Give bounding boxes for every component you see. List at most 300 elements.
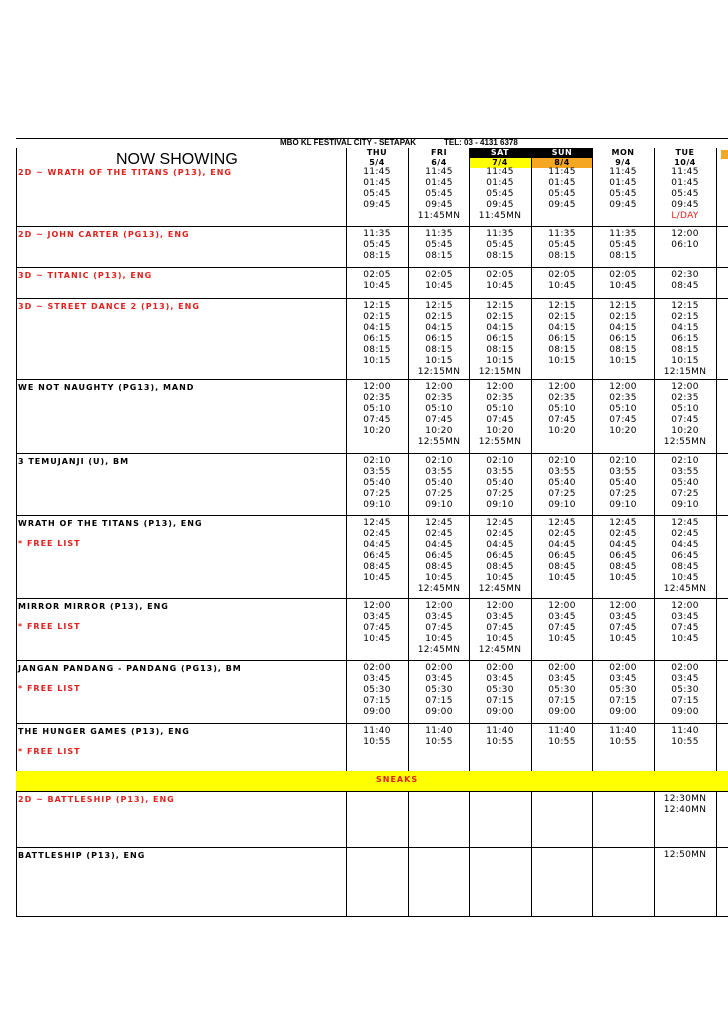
showtime: 03:45 [486, 612, 514, 622]
day-header-sun [531, 148, 593, 168]
showtime: 10:20 [609, 426, 637, 436]
showtime-cell [654, 794, 716, 816]
showtime: 10:20 [548, 426, 576, 436]
showtime: 10:45 [486, 281, 514, 291]
day-date: 6/4 [431, 158, 447, 167]
showtime: 04:45 [671, 540, 699, 550]
showtime: 11:35 [548, 229, 576, 239]
showtime: 08:15 [548, 345, 576, 355]
movie-title: WRATH OF THE TITANS (P13), ENG [18, 519, 203, 528]
showtime-cell [346, 229, 408, 262]
showtime: 12:45MN [478, 645, 522, 655]
sneaks-banner [16, 771, 728, 791]
showtime: 12:40MN [663, 805, 707, 815]
showtime: 05:45 [486, 240, 514, 250]
showtime-cell [531, 663, 593, 718]
showtime: 05:40 [363, 478, 391, 488]
showtime: 08:45 [548, 562, 576, 572]
showtime: 09:10 [548, 500, 576, 510]
showtime: 12:45MN [663, 584, 707, 594]
showtime: 12:00 [486, 382, 514, 392]
showtime: 10:55 [671, 737, 699, 747]
showtime: 09:45 [609, 200, 637, 210]
showtime: 03:45 [548, 674, 576, 684]
showtime-cell [346, 726, 408, 748]
showtime: 09:00 [363, 707, 391, 717]
showtime: 07:25 [671, 489, 699, 499]
showtime: 05:45 [671, 189, 699, 199]
showtime-cell [408, 663, 470, 718]
showtime: 05:30 [609, 685, 637, 695]
showtime: 12:15MN [478, 367, 522, 377]
showtime: 03:55 [548, 467, 576, 477]
showtime: 03:45 [363, 612, 391, 622]
showtime: 06:15 [363, 334, 391, 344]
showtime: 02:35 [425, 393, 453, 403]
showtime: 08:15 [425, 251, 453, 261]
showtime: 04:45 [548, 540, 576, 550]
showtime-cell [346, 601, 408, 645]
showtime: 11:45MN [417, 211, 461, 221]
showtime: 10:15 [548, 356, 576, 366]
showtime: 10:45 [671, 634, 699, 644]
row-divider [16, 598, 728, 599]
showtime-cell [654, 850, 716, 861]
movie-title: THE HUNGER GAMES (P13), ENG [18, 727, 190, 736]
day-header-sat [469, 148, 531, 168]
showtime: 05:30 [363, 685, 391, 695]
cinema-name: MBO KL FESTIVAL CITY - SETAPAK [280, 138, 417, 147]
showtime: 12:45 [486, 518, 514, 528]
showtime: 02:00 [363, 663, 391, 673]
showtime: 03:45 [671, 674, 699, 684]
showtime: 10:45 [609, 634, 637, 644]
showtime: 05:45 [363, 240, 391, 250]
showtime: 12:00 [671, 601, 699, 611]
showtime: 06:15 [671, 334, 699, 344]
showtime: 08:45 [671, 562, 699, 572]
showtime: 11:40 [486, 726, 514, 736]
showtime: 07:25 [609, 489, 637, 499]
showtime-cell [531, 726, 593, 748]
showtime: 11:45 [609, 167, 637, 177]
showtime: 05:45 [425, 240, 453, 250]
showtime: 12:00 [609, 382, 637, 392]
showtime: 05:45 [609, 189, 637, 199]
showtime: 02:10 [548, 456, 576, 466]
showtime: 02:45 [425, 529, 453, 539]
showtime: 05:45 [609, 240, 637, 250]
showtime-cell [592, 726, 654, 748]
showtime: 10:20 [363, 426, 391, 436]
day-header-tue [654, 148, 716, 168]
showtime-cell [346, 518, 408, 584]
showtime: 05:10 [609, 404, 637, 414]
day-header-thu [346, 148, 408, 168]
showtime: 07:45 [671, 415, 699, 425]
showtime: 05:10 [425, 404, 453, 414]
day-date: 8/4 [531, 158, 593, 168]
showtime: 12:00 [609, 601, 637, 611]
showtime-cell [408, 382, 470, 448]
showtime: 02:35 [609, 393, 637, 403]
showtime-cell [592, 229, 654, 262]
showtime-cell [408, 270, 470, 292]
sneak-title: 2D ~ BATTLESHIP (P13), ENG [18, 795, 175, 804]
showtime: 12:45MN [417, 584, 461, 594]
showtime: 06:15 [425, 334, 453, 344]
showtime: 02:10 [363, 456, 391, 466]
showtime: 11:40 [671, 726, 699, 736]
day-name: THU [366, 148, 388, 157]
row-divider [16, 723, 728, 724]
showtime: 02:15 [486, 312, 514, 322]
showtime: 08:45 [363, 562, 391, 572]
showtime: 01:45 [486, 178, 514, 188]
showtime: 02:45 [609, 529, 637, 539]
showtime: 11:40 [548, 726, 576, 736]
showtime: 10:45 [486, 634, 514, 644]
showtime: 12:45 [548, 518, 576, 528]
showtime-cell [592, 167, 654, 211]
showtime-cell [531, 518, 593, 584]
showtime: 12:45MN [417, 645, 461, 655]
showtime-cell [592, 601, 654, 645]
day-name: FRI [430, 148, 448, 157]
showtime: 06:45 [425, 551, 453, 561]
showtime-cell [408, 301, 470, 378]
showtime: 02:00 [486, 663, 514, 673]
showtime: 07:45 [425, 623, 453, 633]
showtime: 06:15 [548, 334, 576, 344]
showtime: 06:15 [486, 334, 514, 344]
showtime: 12:15 [486, 301, 514, 311]
showtime: 12:00 [486, 601, 514, 611]
showtime: 02:15 [671, 312, 699, 322]
showtime: 12:15 [671, 301, 699, 311]
showtime: 11:40 [425, 726, 453, 736]
showtime: 02:15 [363, 312, 391, 322]
showtime: 10:45 [609, 573, 637, 583]
showtime: 10:45 [363, 281, 391, 291]
showtime: 08:15 [363, 251, 391, 261]
showtime: 11:45 [548, 167, 576, 177]
showtime: 08:15 [609, 251, 637, 261]
showtime: 10:45 [609, 281, 637, 291]
showtime: 05:30 [425, 685, 453, 695]
showtime: 11:40 [609, 726, 637, 736]
showtime: 12:55MN [417, 437, 461, 447]
showtime: 12:45MN [478, 584, 522, 594]
showtime: 12:00 [425, 601, 453, 611]
showtime: 10:45 [425, 281, 453, 291]
showtime: 03:55 [609, 467, 637, 477]
showtime: 07:45 [548, 415, 576, 425]
showtime: 05:45 [486, 189, 514, 199]
day-name: TUE [675, 148, 695, 157]
showtime: 08:15 [548, 251, 576, 261]
showtime: 02:30 [671, 270, 699, 280]
showtime: 09:10 [671, 500, 699, 510]
movie-title: MIRROR MIRROR (P13), ENG [18, 602, 169, 611]
showtime: 07:25 [425, 489, 453, 499]
showtime-cell [346, 167, 408, 211]
showtime-cell [654, 518, 716, 595]
showtime: 08:15 [486, 251, 514, 261]
column-divider [16, 148, 17, 917]
showtime: 02:35 [486, 393, 514, 403]
showtime: 01:45 [609, 178, 637, 188]
showtime: 02:15 [609, 312, 637, 322]
movie-title: 2D ~ WRATH OF THE TITANS (P13), ENG [18, 168, 232, 177]
cinema-phone: TEL: 03 - 4131 6378 [444, 138, 518, 147]
showtime-cell [654, 229, 716, 251]
showtime: 12:45 [363, 518, 391, 528]
showtime: 03:55 [486, 467, 514, 477]
showtime: 05:40 [671, 478, 699, 488]
showtime: 12:15 [363, 301, 391, 311]
showtime: 03:45 [548, 612, 576, 622]
day-date: 5/4 [369, 158, 385, 167]
showtime-cell [346, 456, 408, 511]
showtime: 06:45 [548, 551, 576, 561]
movie-title: 2D ~ JOHN CARTER (PG13), ENG [18, 230, 190, 239]
showtime: 05:30 [671, 685, 699, 695]
day-date: 10/4 [674, 158, 696, 167]
showtime: 07:45 [671, 623, 699, 633]
showtime: 03:45 [609, 674, 637, 684]
showtime: 03:45 [363, 674, 391, 684]
showtime: 02:15 [548, 312, 576, 322]
row-divider [16, 226, 728, 227]
next-day-header-edge [721, 150, 728, 159]
showtime-cell [654, 270, 716, 292]
showtime: 07:45 [609, 415, 637, 425]
free-list-note: * FREE LIST [18, 747, 81, 756]
showtime: 10:15 [671, 356, 699, 366]
showtime: 10:45 [548, 281, 576, 291]
showtime: 02:35 [671, 393, 699, 403]
free-list-note: * FREE LIST [18, 539, 81, 548]
showtime-cell [531, 601, 593, 645]
showtime: 06:45 [363, 551, 391, 561]
showtime: 12:50MN [663, 850, 707, 860]
showtime: 10:55 [363, 737, 391, 747]
showtime: 04:15 [486, 323, 514, 333]
showtime: 10:55 [609, 737, 637, 747]
showtime: L/DAY [671, 211, 699, 221]
showtime: 05:10 [363, 404, 391, 414]
showtime-cell [346, 382, 408, 437]
showtime: 04:15 [363, 323, 391, 333]
showtime: 08:15 [671, 345, 699, 355]
showtime: 12:00 [548, 382, 576, 392]
showtime: 12:15MN [417, 367, 461, 377]
showtime: 12:15 [548, 301, 576, 311]
showtime: 10:55 [486, 737, 514, 747]
showtime: 04:45 [486, 540, 514, 550]
row-divider [16, 916, 728, 917]
showtime-cell [408, 167, 470, 222]
row-divider [16, 847, 728, 848]
showtime: 07:45 [486, 623, 514, 633]
showtime: 02:45 [486, 529, 514, 539]
showtime: 08:15 [363, 345, 391, 355]
showtime: 05:45 [425, 189, 453, 199]
showtime: 12:45 [609, 518, 637, 528]
showtime-cell [469, 229, 531, 262]
day-header-fri [408, 148, 470, 168]
sneaks-label: SNEAKS [376, 775, 419, 784]
showtime: 11:35 [486, 229, 514, 239]
showtime: 07:45 [486, 415, 514, 425]
showtime-cell [654, 301, 716, 378]
showtime: 07:15 [425, 696, 453, 706]
showtime: 11:45MN [478, 211, 522, 221]
showtime: 05:40 [548, 478, 576, 488]
free-list-note: * FREE LIST [18, 684, 81, 693]
showtime: 12:00 [671, 229, 699, 239]
showtime: 12:00 [363, 382, 391, 392]
showtime: 10:55 [425, 737, 453, 747]
showtime: 11:35 [425, 229, 453, 239]
showtime: 03:45 [671, 612, 699, 622]
showtime: 08:45 [425, 562, 453, 572]
movie-title: 3D ~ STREET DANCE 2 (P13), ENG [18, 302, 200, 311]
showtime: 02:00 [609, 663, 637, 673]
showtime-cell [408, 601, 470, 656]
showtime: 10:45 [548, 573, 576, 583]
showtime: 07:45 [363, 623, 391, 633]
showtime-cell [531, 167, 593, 211]
showtime: 12:15 [425, 301, 453, 311]
showtime: 05:10 [548, 404, 576, 414]
showtime-cell [469, 167, 531, 222]
showtime: 12:00 [671, 382, 699, 392]
showtime: 10:45 [363, 573, 391, 583]
showtime: 11:45 [363, 167, 391, 177]
showtime: 04:45 [609, 540, 637, 550]
showtime: 02:05 [363, 270, 391, 280]
showtime: 09:45 [548, 200, 576, 210]
showtime: 03:45 [486, 674, 514, 684]
showtime: 10:15 [486, 356, 514, 366]
showtime-cell [408, 726, 470, 748]
showtime-cell [469, 270, 531, 292]
showtime: 03:45 [425, 612, 453, 622]
showtime: 09:10 [425, 500, 453, 510]
showtime-cell [654, 663, 716, 718]
showtime: 05:10 [486, 404, 514, 414]
showtime-cell [469, 456, 531, 511]
showtime: 05:40 [609, 478, 637, 488]
showtime: 02:05 [486, 270, 514, 280]
showtime-cell [408, 518, 470, 595]
showtime-cell [469, 726, 531, 748]
showtime: 10:20 [425, 426, 453, 436]
showtime-cell [592, 518, 654, 584]
showtime: 10:55 [548, 737, 576, 747]
showtime: 10:45 [486, 573, 514, 583]
free-list-note: * FREE LIST [18, 622, 81, 631]
showtime: 01:45 [363, 178, 391, 188]
showtime: 03:55 [425, 467, 453, 477]
showtime: 10:20 [671, 426, 699, 436]
showtime: 05:10 [671, 404, 699, 414]
showtime-cell [408, 229, 470, 262]
showtime: 02:10 [425, 456, 453, 466]
column-divider [716, 148, 717, 917]
showtime: 05:45 [548, 240, 576, 250]
showtime: 05:30 [486, 685, 514, 695]
showtime-cell [469, 663, 531, 718]
showtime: 02:35 [548, 393, 576, 403]
showtime: 10:20 [486, 426, 514, 436]
showtime: 09:00 [671, 707, 699, 717]
showtime-cell [654, 456, 716, 511]
day-name: SUN [551, 148, 573, 157]
showtime: 09:45 [486, 200, 514, 210]
showtime: 09:00 [548, 707, 576, 717]
movie-title: 3 TEMUJANJI (U), BM [18, 457, 130, 466]
showtime: 05:45 [548, 189, 576, 199]
showtime: 12:00 [425, 382, 453, 392]
row-divider [16, 267, 728, 268]
showtime: 08:15 [486, 345, 514, 355]
showtime: 03:55 [671, 467, 699, 477]
showtime: 07:45 [548, 623, 576, 633]
showtime: 11:35 [609, 229, 637, 239]
showtime: 12:55MN [663, 437, 707, 447]
row-divider [16, 791, 728, 792]
showtime: 09:45 [671, 200, 699, 210]
showtime: 10:15 [609, 356, 637, 366]
showtime: 07:25 [548, 489, 576, 499]
day-date: 9/4 [615, 158, 631, 167]
showtime: 03:45 [609, 612, 637, 622]
showtime: 10:45 [548, 634, 576, 644]
day-name: MON [611, 148, 635, 157]
showtime: 12:15MN [663, 367, 707, 377]
showtime: 11:45 [671, 167, 699, 177]
showtime-cell [531, 301, 593, 367]
showtime: 05:40 [486, 478, 514, 488]
showtime: 02:45 [548, 529, 576, 539]
showtime: 02:45 [363, 529, 391, 539]
showtime: 02:10 [671, 456, 699, 466]
sneak-title: BATTLESHIP (P13), ENG [18, 851, 146, 860]
showtime: 04:15 [425, 323, 453, 333]
showtime: 02:00 [425, 663, 453, 673]
movie-title: JANGAN PANDANG - PANDANG (PG13), BM [18, 664, 242, 673]
showtime: 02:00 [671, 663, 699, 673]
showtime: 01:45 [671, 178, 699, 188]
showtime: 10:45 [425, 573, 453, 583]
showtime: 08:45 [609, 562, 637, 572]
showtime: 12:30MN [663, 794, 707, 804]
showtime: 02:10 [486, 456, 514, 466]
showtime: 01:45 [548, 178, 576, 188]
showtime-cell [531, 229, 593, 262]
showtime: 10:15 [363, 356, 391, 366]
showtime: 04:15 [671, 323, 699, 333]
showtime: 10:45 [671, 573, 699, 583]
showtime: 09:00 [425, 707, 453, 717]
showtime: 02:05 [425, 270, 453, 280]
showtime-cell [469, 518, 531, 595]
showtime: 04:15 [548, 323, 576, 333]
showtime: 09:10 [486, 500, 514, 510]
